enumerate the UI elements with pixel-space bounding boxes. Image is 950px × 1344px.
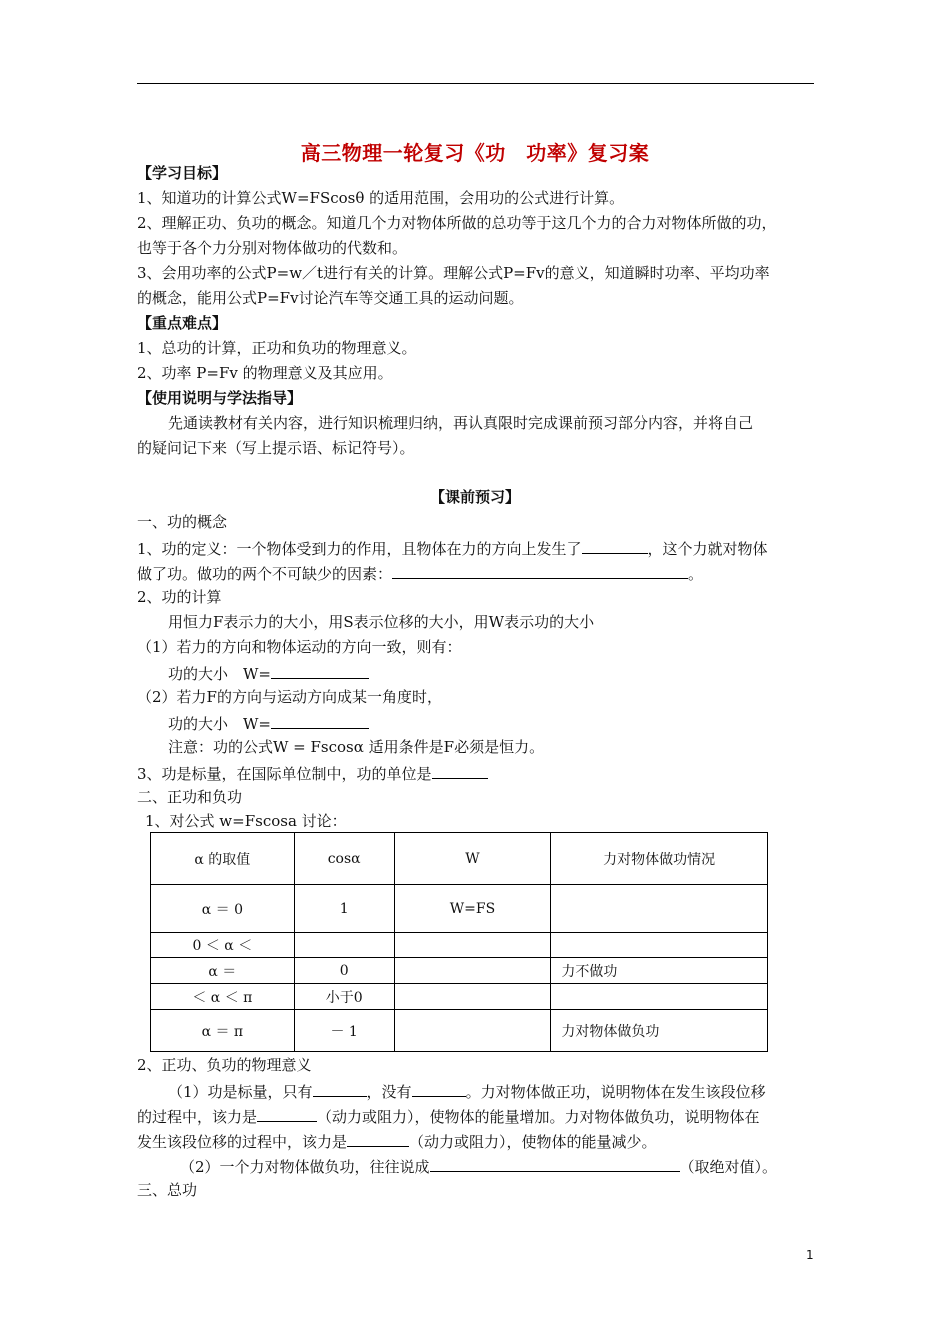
table-row [151,1010,768,1052]
cell-cos: 1 [294,885,394,933]
case-1: （1）若力的方向和物体运动的方向一致，则有： [137,638,462,656]
meaning-text-1a: （1）功是标量，只有 [168,1083,313,1101]
definition-text-b: ，这个力就对物体 [647,540,768,558]
blank-factors[interactable] [392,562,688,579]
cell-cos: 0 [294,958,394,984]
case-2-formula [168,712,369,734]
meaning-text-1f: 发生该段位移的过程中，该力是 [137,1133,348,1151]
work-table [150,832,768,1052]
meaning-text-1d: 的过程中，该力是 [137,1108,258,1126]
factors-text: 做了功。做功的两个不可缺少的因素： [137,565,393,583]
table-row [151,984,768,1010]
table-row [151,885,768,933]
blank-force-type-2[interactable] [347,1130,409,1147]
calc-heading: 2、功的计算 [137,588,222,606]
meaning-text-2a: （2）一个力对物体做负功，往往说成 [180,1158,430,1176]
goal-3b: 的概念，能用公式P=Fv讨论汽车等交通工具的运动问题。 [137,289,524,307]
cell-alpha: α ＝ 0 [151,885,295,933]
meaning-line-2 [137,1105,760,1127]
goal-3a: 3、会用功率的公式P=w／t进行有关的计算。理解公式P=Fv的意义，知道瞬时功率、平均功率 [137,264,770,282]
blank-force-type-1[interactable] [257,1105,317,1122]
cell-w [394,1010,551,1052]
note: 注意：功的公式W = Fscosα 适用条件是F必须是恒力。 [168,738,545,756]
table-row [151,933,768,958]
definition-line [137,537,768,559]
cell-cos [294,933,394,958]
section-2-heading: 二、正功和负功 [137,788,243,806]
case-2-label: 功的大小 W= [168,715,271,733]
blank-displacement[interactable] [582,537,648,554]
cell-alpha: ＜ α ＜ π [151,984,295,1010]
cell-alpha: α ＝ π [151,1010,295,1052]
blank-w1[interactable] [271,662,369,679]
meaning-text-1b: ，没有 [366,1083,412,1101]
meaning-text-1e: （动力或阻力），使物体的能量增加。力对物体做负功，说明物体在 [317,1108,760,1126]
definition-text-a: 1、功的定义：一个物体受到力的作用，且物体在力的方向上发生了 [137,540,582,558]
page-number: 1 [806,1248,814,1262]
blank-hasnot[interactable] [412,1080,466,1097]
header-situation: 力对物体做功情况 [551,833,768,885]
cell-alpha: α ＝ [151,958,295,984]
key-1: 1、总功的计算，正功和负功的物理意义。 [137,339,417,357]
unit-line [137,762,488,784]
section-1-heading: 一、功的概念 [137,513,228,531]
blank-w2[interactable] [271,712,369,729]
cell-situation: 力不做功 [551,958,768,984]
cell-cos: 小于0 [294,984,394,1010]
cell-w: W=FS [394,885,551,933]
case-1-label: 功的大小 W= [168,665,271,683]
goal-2b: 也等于各个力分别对物体做功的代数和。 [137,239,408,257]
cell-w [394,984,551,1010]
case-2: （2）若力F的方向与运动方向成某一角度时， [137,688,442,706]
goals-heading: 【学习目标】 [137,164,228,182]
factors-end: 。 [688,565,704,583]
header-rule [137,83,814,84]
header-alpha: α 的取值 [151,833,295,885]
usage-heading: 【使用说明与学法指导】 [137,389,303,407]
cell-situation [551,885,768,933]
table-header-row [151,833,768,885]
key-2: 2、功率 P=Fv 的物理意义及其应用。 [137,364,393,382]
section-3-heading: 三、总功 [137,1181,198,1199]
cell-cos: － 1 [294,1010,394,1052]
case-1-formula [168,662,369,684]
preview-heading: 【课前预习】 [429,488,520,506]
cell-w [394,958,551,984]
cell-w [394,933,551,958]
goal-1: 1、知道功的计算公式W=FScosθ 的适用范围，会用功的公式进行计算。 [137,189,625,207]
goal-2a: 2、理解正功、负功的概念。知道几个力对物体所做的总功等于这几个力的合力对物体所做的功， [137,214,777,232]
header-cos: cosα [294,833,394,885]
cell-situation [551,984,768,1010]
cell-situation [551,933,768,958]
meaning-line-4 [180,1155,777,1177]
meaning-line-3 [137,1130,657,1152]
meaning-line-1 [168,1080,766,1102]
blank-overcome[interactable] [430,1155,680,1172]
meaning-text-1g: （动力或阻力），使物体的能量减少。 [409,1133,657,1151]
blank-has[interactable] [313,1080,367,1097]
table-row [151,958,768,984]
unit-text: 3、功是标量，在国际单位制中，功的单位是 [137,765,432,783]
cell-situation: 力对物体做负功 [551,1010,768,1052]
key-heading: 【重点难点】 [137,314,228,332]
calc-intro: 用恒力F表示力的大小，用S表示位移的大小，用W表示功的大小 [168,613,595,631]
meaning-text-1c: 。力对物体做正功，说明物体在发生该段位移 [465,1083,766,1101]
blank-unit[interactable] [432,762,488,779]
meaning-text-2b: （取绝对值）。 [679,1158,778,1176]
usage-1: 先通读教材有关内容，进行知识梳理归纳，再认真限时完成课前预习部分内容，并将自己 [168,414,754,432]
cell-alpha: 0 ＜ α ＜ [151,933,295,958]
usage-2: 的疑问记下来（写上提示语、标记符号）。 [137,439,415,457]
header-w: W [394,833,551,885]
table-intro: 1、对公式 w=Fscosa 讨论： [145,812,347,830]
meaning-heading: 2、正功、负功的物理意义 [137,1056,312,1074]
page-title: 高三物理一轮复习《功 功率》复习案 [300,141,650,165]
factors-line [137,562,703,584]
